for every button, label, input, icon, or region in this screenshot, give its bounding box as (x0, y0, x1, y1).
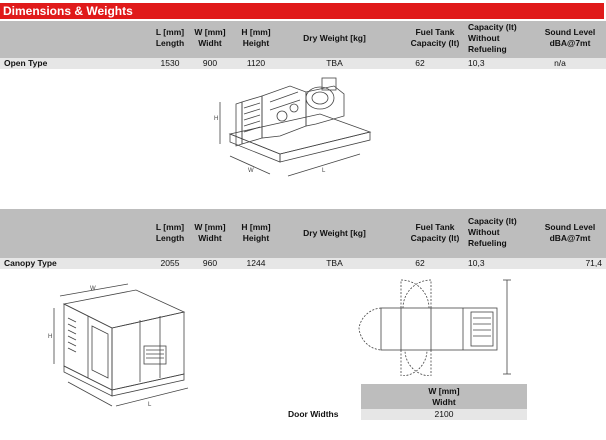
col-height-header: H [mm] Height (241, 222, 271, 243)
canopy-l-mark: L (148, 402, 152, 408)
open-dry-weight: TBA (326, 58, 343, 68)
canopy-fuel-tank: 62 (415, 258, 425, 268)
canopy-w-mark: W (90, 286, 96, 292)
canopy-width: 960 (202, 258, 218, 268)
canopy-sound: 71,4 (585, 258, 602, 268)
canopy-type-header (0, 209, 606, 258)
col-dry-weight-header: Dry Weight [kg] (303, 33, 366, 43)
open-sound: n/a (554, 58, 566, 68)
canopy-type-drawing (40, 282, 200, 417)
col-capacity-header: Capacity (lt) Without Refueling (468, 22, 517, 54)
canopy-capacity: 10,3 (468, 258, 485, 268)
col-height-header: H [mm] Height (241, 27, 271, 48)
open-type-label: Open Type (4, 58, 48, 68)
open-length: 1530 (160, 58, 180, 68)
open-type-drawing (210, 72, 380, 192)
open-capacity: 10,3 (468, 58, 485, 68)
canopy-dry-weight: TBA (326, 258, 343, 268)
col-width-header: W [mm] Widht (194, 222, 226, 243)
door-width-header: W [mm] Widht (361, 384, 527, 409)
col-capacity-header: Capacity (lt) Without Refueling (468, 216, 517, 248)
open-height: 1120 (246, 58, 266, 68)
open-fuel-tank: 62 (415, 58, 425, 68)
col-sound-header: Sound Level dBA@7mt (544, 222, 596, 243)
col-fuel-tank-header: Fuel Tank Capacity (lt) (410, 27, 460, 48)
col-fuel-tank-header: Fuel Tank Capacity (lt) (410, 222, 460, 243)
col-length-header: L [mm] Length (155, 27, 185, 48)
canopy-h-mark: H (48, 334, 53, 340)
canopy-height: 1244 (246, 258, 266, 268)
open-h-mark: H (214, 116, 219, 122)
canopy-length: 2055 (160, 258, 180, 268)
canopy-top-view (355, 276, 520, 376)
open-width: 900 (202, 58, 218, 68)
door-widths-label: Door Widths (288, 409, 339, 419)
open-type-header (0, 21, 606, 58)
section-title: Dimensions & Weights (0, 3, 604, 19)
col-sound-header: Sound Level dBA@7mt (544, 27, 596, 48)
open-w-mark: W (248, 168, 254, 174)
canopy-type-label: Canopy Type (4, 258, 57, 268)
col-dry-weight-header: Dry Weight [kg] (303, 228, 366, 238)
door-width-value: 2100 (361, 409, 527, 420)
open-l-mark: L (322, 168, 326, 174)
canopy-type-row (0, 258, 606, 269)
col-length-header: L [mm] Length (155, 222, 185, 243)
open-type-row (0, 58, 606, 69)
col-width-header: W [mm] Widht (194, 27, 226, 48)
